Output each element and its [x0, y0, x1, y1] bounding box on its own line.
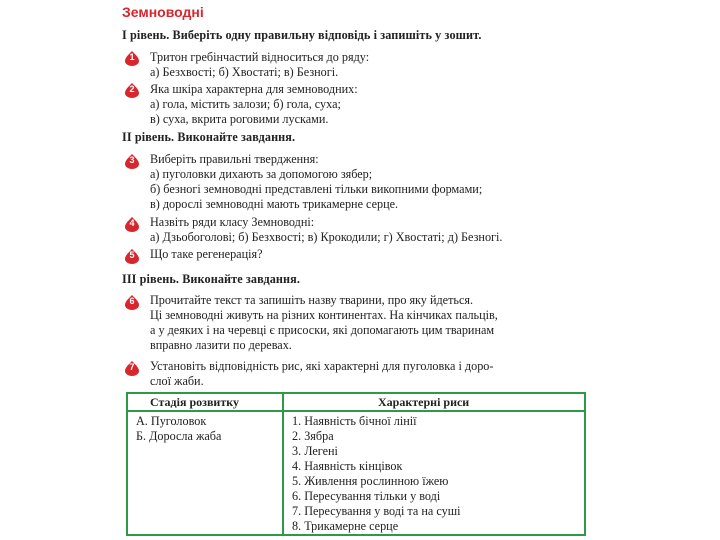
list-item: 6. Пересування тільки у воді	[292, 489, 441, 503]
column-divider	[282, 394, 284, 534]
list-item: Б. Доросла жаба	[136, 429, 222, 443]
list-item: 4. Наявність кінцівок	[292, 459, 403, 473]
question-1: Тритон гребінчастий відноситься до ряду: а) Безхвості; б) Хвостаті; в) Безногі.	[150, 50, 370, 79]
list-item: 2. Зябра	[292, 429, 334, 443]
question-number-badge: 1	[124, 50, 140, 66]
question-number-badge: 6	[124, 294, 140, 310]
feature-list	[292, 414, 460, 534]
header-features: Характерні риси	[378, 395, 470, 409]
question-number-badge: 5	[124, 248, 140, 264]
page-title: Земноводні	[122, 4, 204, 20]
question-4: Назвіть ряди класу Земноводні: а) Дзьобоголові; б) Безхвості; в) Крокодили; г) Хвостаті; д) Безногі.	[150, 215, 503, 244]
list-item: А. Пуголовок	[136, 414, 207, 428]
list-item: 3. Легені	[292, 444, 338, 458]
header-stage: Стадія розвитку	[150, 395, 239, 409]
matching-table	[126, 392, 586, 536]
question-2: Яка шкіра характерна для земноводних: а) гола, містить залози; б) гола, суха; в) суха, вкрита роговими лусками.	[150, 82, 358, 126]
level2-heading: ІІ рівень. Виконайте завдання.	[122, 130, 296, 144]
table-header-row	[128, 394, 584, 412]
level3-heading: ІІІ рівень. Виконайте завдання.	[122, 272, 300, 286]
list-item: 8. Трикамерне серце	[292, 519, 399, 533]
level1-heading: І рівень. Виберіть одну правильну відповідь і запишіть у зошит.	[122, 28, 482, 42]
list-item: 7. Пересування у воді та на суші	[292, 504, 461, 518]
worksheet-page	[122, 0, 592, 540]
question-number-badge: 7	[124, 360, 140, 376]
list-item: 5. Живлення рослинною їжею	[292, 474, 449, 488]
question-number-badge: 2	[124, 82, 140, 98]
question-3: Виберіть правильні твердження: а) пуголовки дихають за допомогою зябер; б) безногі земноводні представлені тільки викопними формами; в) дорослі земноводні мають трикамерне серце.	[150, 152, 483, 211]
question-6: Прочитайте текст та запишіть назву тварини, про яку йдеться. Ці земноводні живуть на різних континентах. На кінчиках пальців, а у деяких і на черевці є присоски, які допомагають цим тваринам вправно лазити по деревах.	[150, 293, 498, 352]
list-item: 1. Наявність бічної лінії	[292, 414, 417, 428]
question-number-badge: 4	[124, 216, 140, 232]
question-7: Установіть відповідність рис, які характерні для пуголовка і доро- слої жаби.	[150, 359, 494, 388]
question-5: Що таке регенерація?	[150, 247, 263, 261]
question-number-badge: 3	[124, 153, 140, 169]
stage-list	[136, 414, 221, 444]
